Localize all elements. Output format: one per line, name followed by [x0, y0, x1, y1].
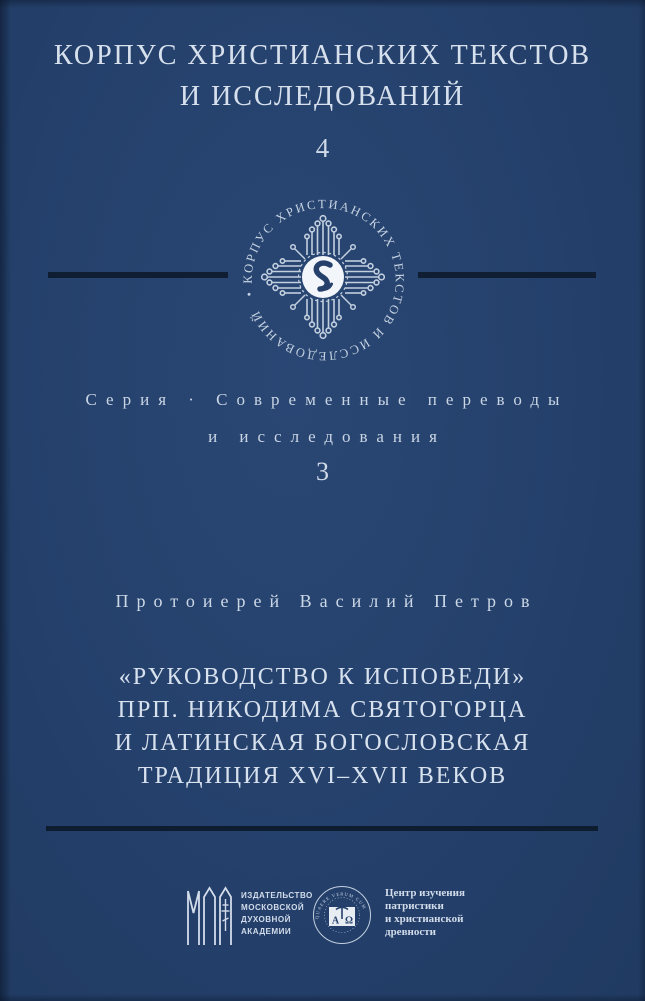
patristics-motto-text: QUAERE VERUM CUM — [314, 891, 368, 920]
corpus-emblem — [223, 177, 423, 377]
patristics-text-line1: Центр изучения — [385, 887, 465, 899]
corpus-series-title — [0, 35, 645, 117]
corpus-title-line2: И ИССЛЕДОВАНИЙ — [179, 81, 466, 112]
book-title-line3: И ЛАТИНСКАЯ БОГОСЛОВСКАЯ — [114, 730, 531, 756]
emblem-ring-text: • КОРПУС ХРИСТИАНСКИХ ТЕКСТОВ И ИССЛЕДОВАНИЙ — [240, 197, 407, 364]
book-title — [0, 661, 645, 793]
series-line2: и исследования — [208, 427, 446, 446]
patristics-logo-icon — [311, 884, 373, 946]
patristics-text-line3: и христианской — [385, 913, 464, 925]
alpha-letter: А — [331, 915, 340, 927]
patristics-text-line4: древности — [385, 926, 436, 938]
patristics-center-text — [385, 887, 465, 939]
series-line1: Серия · Современные переводы — [85, 390, 569, 409]
bottom-rule — [46, 826, 598, 831]
mda-text-line3: ДУХОВНОЙ — [241, 914, 291, 924]
author-name: Протоиерей Василий Петров — [115, 591, 538, 611]
book-title-line2: ПРП. НИКОДИМА СВЯТОГОРЦА — [117, 697, 528, 723]
mda-logo-icon — [186, 883, 234, 947]
cover-top-shadow — [0, 0, 645, 8]
patristics-center-logo — [311, 884, 373, 951]
mda-text-line1: ИЗДАТЕЛЬСТВО — [241, 890, 313, 900]
mda-publisher-logo — [186, 883, 234, 952]
mda-text-line2: МОСКОВСКОЙ — [241, 902, 305, 912]
corpus-volume-number: 4 — [315, 133, 330, 163]
patristics-text-line2: патристики — [385, 900, 444, 912]
omega-letter: Ω — [344, 915, 354, 927]
mda-publisher-text — [241, 889, 313, 937]
cover-bottom-shadow — [0, 994, 645, 1001]
book-title-line1: «РУКОВОДСТВО К ИСПОВЕДИ» — [118, 664, 527, 690]
series-number: 3 — [316, 457, 329, 486]
right-rule — [418, 272, 596, 278]
left-rule — [48, 272, 228, 278]
book-title-line4: ТРАДИЦИЯ XVI–XVII ВЕКОВ — [137, 763, 508, 789]
corpus-emblem-icon — [223, 177, 423, 377]
series-caption — [0, 381, 645, 455]
corpus-title-line1: КОРПУС ХРИСТИАНСКИХ ТЕКСТОВ — [53, 40, 592, 71]
mda-text-line4: АКАДЕМИИ — [241, 926, 292, 936]
